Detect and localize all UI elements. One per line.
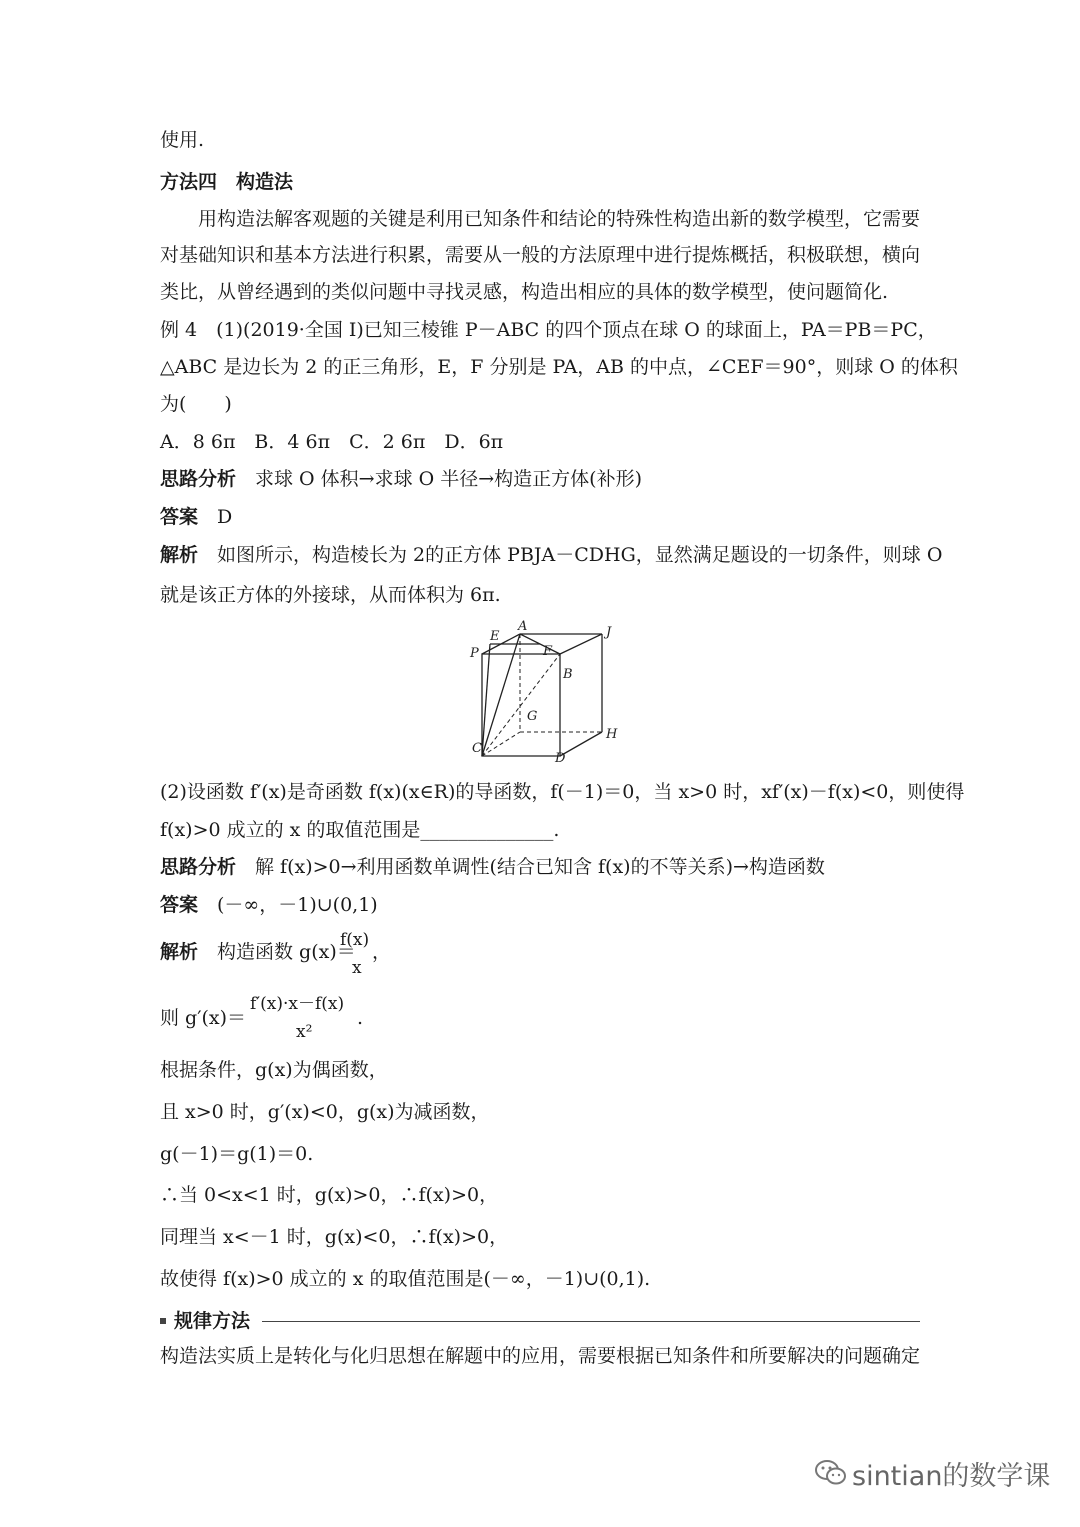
vertex-label-C: C [472,741,482,756]
text-line: 同理当 x<－1 时，g(x)<0，∴f(x)>0， [160,1226,509,1248]
text-line: 且 x>0 时，g′(x)<0，g(x)为减函数， [160,1101,490,1123]
cube-edge [560,634,602,654]
segment-AC [482,634,520,756]
question-line: f(x)>0 成立的 x 的取值范围是______________. [160,819,560,841]
fraction-numerator: f(x) [340,930,370,950]
vertex-label-G: G [527,709,538,724]
paragraph-line: 用构造法解客观题的关键是利用已知条件和结论的特殊性构造出新的数学模型，它需要 [160,208,921,230]
segment-EC [482,644,490,756]
text-line: ∴当 0<x<1 时，g(x)>0，∴f(x)>0， [160,1184,499,1206]
vertex-label-H: H [606,727,618,742]
vertex-label-E: E [490,629,500,644]
question-line: (2)设函数 f′(x)是奇函数 f(x)(x∈R)的导函数，f(－1)＝0，当 x>0 时，xf′(x)－f(x)<0，则使得 [160,781,965,803]
text-punct: . [357,1007,364,1029]
vertex-label-J: J [606,625,612,640]
section-divider [262,1321,920,1322]
answer-line [160,893,378,917]
answer-text: (－∞，－1)∪(0,1) [198,894,378,916]
answer-line [160,505,232,529]
segment-CB [482,654,560,756]
answer-label: 答案 [160,894,199,916]
section-heading: 方法四 构造法 [160,171,294,193]
paragraph-line: 构造法实质上是转化与化归思想在解题中的应用，需要根据已知条件和所要解决的问题确定 [160,1345,921,1367]
solution-line [160,543,942,567]
fraction-numerator: f′(x)·x－f(x) [250,994,345,1014]
text-punct: ， [372,941,392,963]
paragraph-line: 对基础知识和基本方法进行积累，需要从一般的方法原理中进行提炼概括，积极联想，横向 [160,244,921,266]
cube-edge [560,732,602,756]
fraction-denominator: x² [296,1022,313,1042]
text-line: 则 g′(x)＝ [160,1007,247,1029]
solution-text: 如图所示，构造棱长为 2的正方体 PBJA－CDHG，显然满足题设的一切条件，则球 O [198,544,943,566]
text-line: 故使得 f(x)>0 成立的 x 的取值范围是(－∞，－1)∪(0,1). [160,1268,651,1290]
vertex-label-B: B [563,667,573,682]
text-line: g(－1)＝g(1)＝0. [160,1143,314,1165]
solution-line [160,940,356,964]
cube-figure [440,620,640,770]
analysis-line [160,467,642,491]
fraction-denominator: x [352,958,362,978]
solution-text: 构造函数 g(x)＝ [198,941,356,963]
section-marker [160,1318,166,1324]
vertex-label-A: A [518,620,528,634]
text-line: 根据条件，g(x)为偶函数， [160,1059,388,1081]
answer-text: D [198,506,233,528]
answer-label: 答案 [160,506,199,528]
vertex-label-D: D [555,751,566,766]
paragraph-line: 类比，从曾经遇到的类似问题中寻找灵感，构造出相应的具体的数学模型，使问题简化. [160,281,889,303]
example-line: 为( ) [160,393,232,415]
analysis-line [160,855,825,879]
watermark-text: sintian的数学课 [852,1461,1051,1492]
analysis-text: 求球 O 体积→求球 O 半径→构造正方体(补形) [236,468,642,490]
solution-label: 解析 [160,941,199,963]
text-line: 使用. [160,129,205,151]
solution-label: 解析 [160,544,199,566]
example-line: △ABC 是边长为 2 的正三角形，E，F 分别是 PA，AB 的中点，∠CEF＝90°，则球 O 的体积 [160,356,958,378]
wechat-icon [814,1458,848,1488]
options-line: A．8 6π B．4 6π C．2 6π D．6π [160,431,504,453]
example-line: 例 4 (1)(2019·全国 Ⅰ)已知三棱锥 P－ABC 的四个顶点在球 O 的球面上，PA＝PB＝PC， [160,319,937,341]
analysis-text: 解 f(x)>0→利用函数单调性(结合已知含 f(x)的不等关系)→构造函数 [236,856,825,878]
analysis-label: 思路分析 [160,468,237,490]
vertex-label-P: P [470,646,479,661]
rule-title: 规律方法 [174,1310,251,1332]
vertex-label-F: F [543,644,553,659]
analysis-label: 思路分析 [160,856,237,878]
solution-line: 就是该正方体的外接球，从而体积为 6π. [160,584,501,606]
